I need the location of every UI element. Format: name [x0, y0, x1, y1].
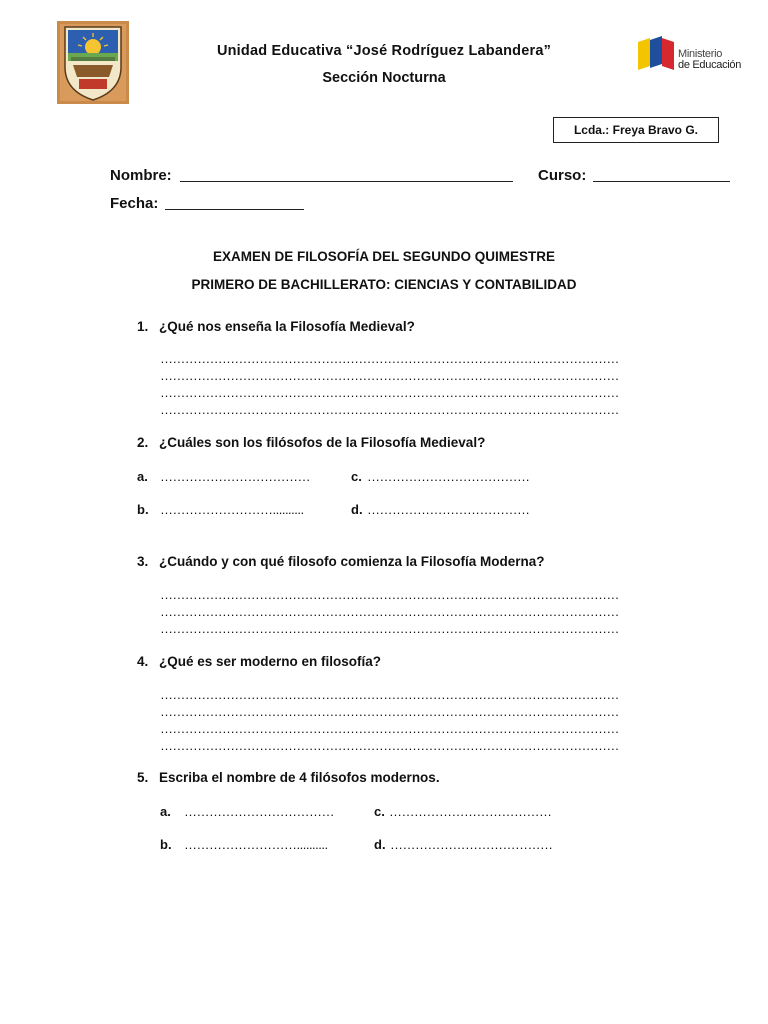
question-3 [137, 554, 545, 569]
option-letter: a. [137, 469, 148, 484]
ministry-line1: Ministerio [678, 48, 723, 60]
ministry-line2: de Educación [678, 59, 742, 71]
answer-line[interactable]: ………………………………………………………………………………………………… [160, 385, 619, 400]
course-label: Curso: [538, 167, 587, 184]
option-b[interactable] [137, 502, 304, 517]
option-dots: ……………………….......... [160, 502, 304, 517]
answer-line[interactable]: ………………………………………………………………………………………………… [160, 621, 619, 636]
option-dots: ……………………….......... [184, 837, 328, 852]
option-letter: b. [137, 502, 149, 517]
question-5 [137, 770, 440, 785]
option-dots: ……………………………… [184, 804, 334, 819]
question-number: 1. [137, 319, 149, 334]
question-text: ¿Qué es ser moderno en filosofía? [159, 654, 382, 669]
question-number: 2. [137, 435, 149, 450]
exam-subtitle: PRIMERO DE BACHILLERATO: CIENCIAS Y CONTABILIDAD [191, 277, 577, 292]
option-a[interactable] [160, 804, 334, 819]
name-field-line[interactable] [180, 181, 513, 182]
option-c[interactable] [374, 804, 552, 819]
answer-line[interactable]: ………………………………………………………………………………………………… [160, 687, 619, 702]
answer-line[interactable]: ………………………………………………………………………………………………… [160, 351, 619, 366]
option-dots: ………………………………… [367, 502, 530, 517]
option-d[interactable] [374, 837, 553, 852]
question-number: 4. [137, 654, 149, 669]
question-number: 3. [137, 554, 149, 569]
question-4 [137, 654, 381, 669]
option-c[interactable] [351, 469, 530, 484]
option-letter: a. [160, 804, 171, 819]
option-dots: ……………………………… [160, 469, 310, 484]
option-letter: d. [351, 502, 363, 517]
question-text: ¿Cuándo y con qué filosofo comienza la Filosofía Moderna? [159, 554, 545, 569]
option-dots: ………………………………… [367, 469, 530, 484]
date-field-line[interactable] [165, 209, 304, 210]
ministry-text [678, 49, 741, 71]
exam-title: EXAMEN DE FILOSOFÍA DEL SEGUNDO QUIMESTRE [212, 249, 556, 264]
answer-line[interactable]: ………………………………………………………………………………………………… [160, 721, 619, 736]
option-dots: ………………………………… [390, 837, 553, 852]
question-number: 5. [137, 770, 149, 785]
answer-line[interactable]: ………………………………………………………………………………………………… [160, 402, 619, 417]
answer-line[interactable]: ………………………………………………………………………………………………… [160, 704, 619, 719]
answer-line[interactable]: ………………………………………………………………………………………………… [160, 604, 619, 619]
option-letter: d. [374, 837, 386, 852]
course-field-line[interactable] [593, 181, 730, 182]
school-crest-logo [57, 21, 129, 104]
question-1 [137, 319, 415, 334]
answer-line[interactable]: ………………………………………………………………………………………………… [160, 368, 619, 383]
option-letter: c. [374, 804, 385, 819]
question-text: ¿Qué nos enseña la Filosofía Medieval? [159, 319, 415, 334]
name-label: Nombre: [110, 167, 172, 184]
option-a[interactable] [137, 469, 310, 484]
answer-line[interactable]: ………………………………………………………………………………………………… [160, 587, 619, 602]
date-label: Fecha: [110, 195, 159, 212]
teacher-name-box: Lcda.: Freya Bravo G. [553, 117, 719, 143]
school-name: Unidad Educativa “José Rodríguez Labandera” [216, 43, 552, 59]
option-dots: ………………………………… [389, 804, 552, 819]
answer-line[interactable]: ………………………………………………………………………………………………… [160, 738, 619, 753]
question-text: ¿Cuáles son los filósofos de la Filosofía Medieval? [159, 435, 486, 450]
option-d[interactable] [351, 502, 530, 517]
option-b[interactable] [160, 837, 328, 852]
question-text: Escriba el nombre de 4 filósofos modernos. [159, 770, 440, 785]
question-2 [137, 435, 485, 450]
section-name: Sección Nocturna [322, 70, 446, 86]
option-letter: c. [351, 469, 362, 484]
option-letter: b. [160, 837, 172, 852]
